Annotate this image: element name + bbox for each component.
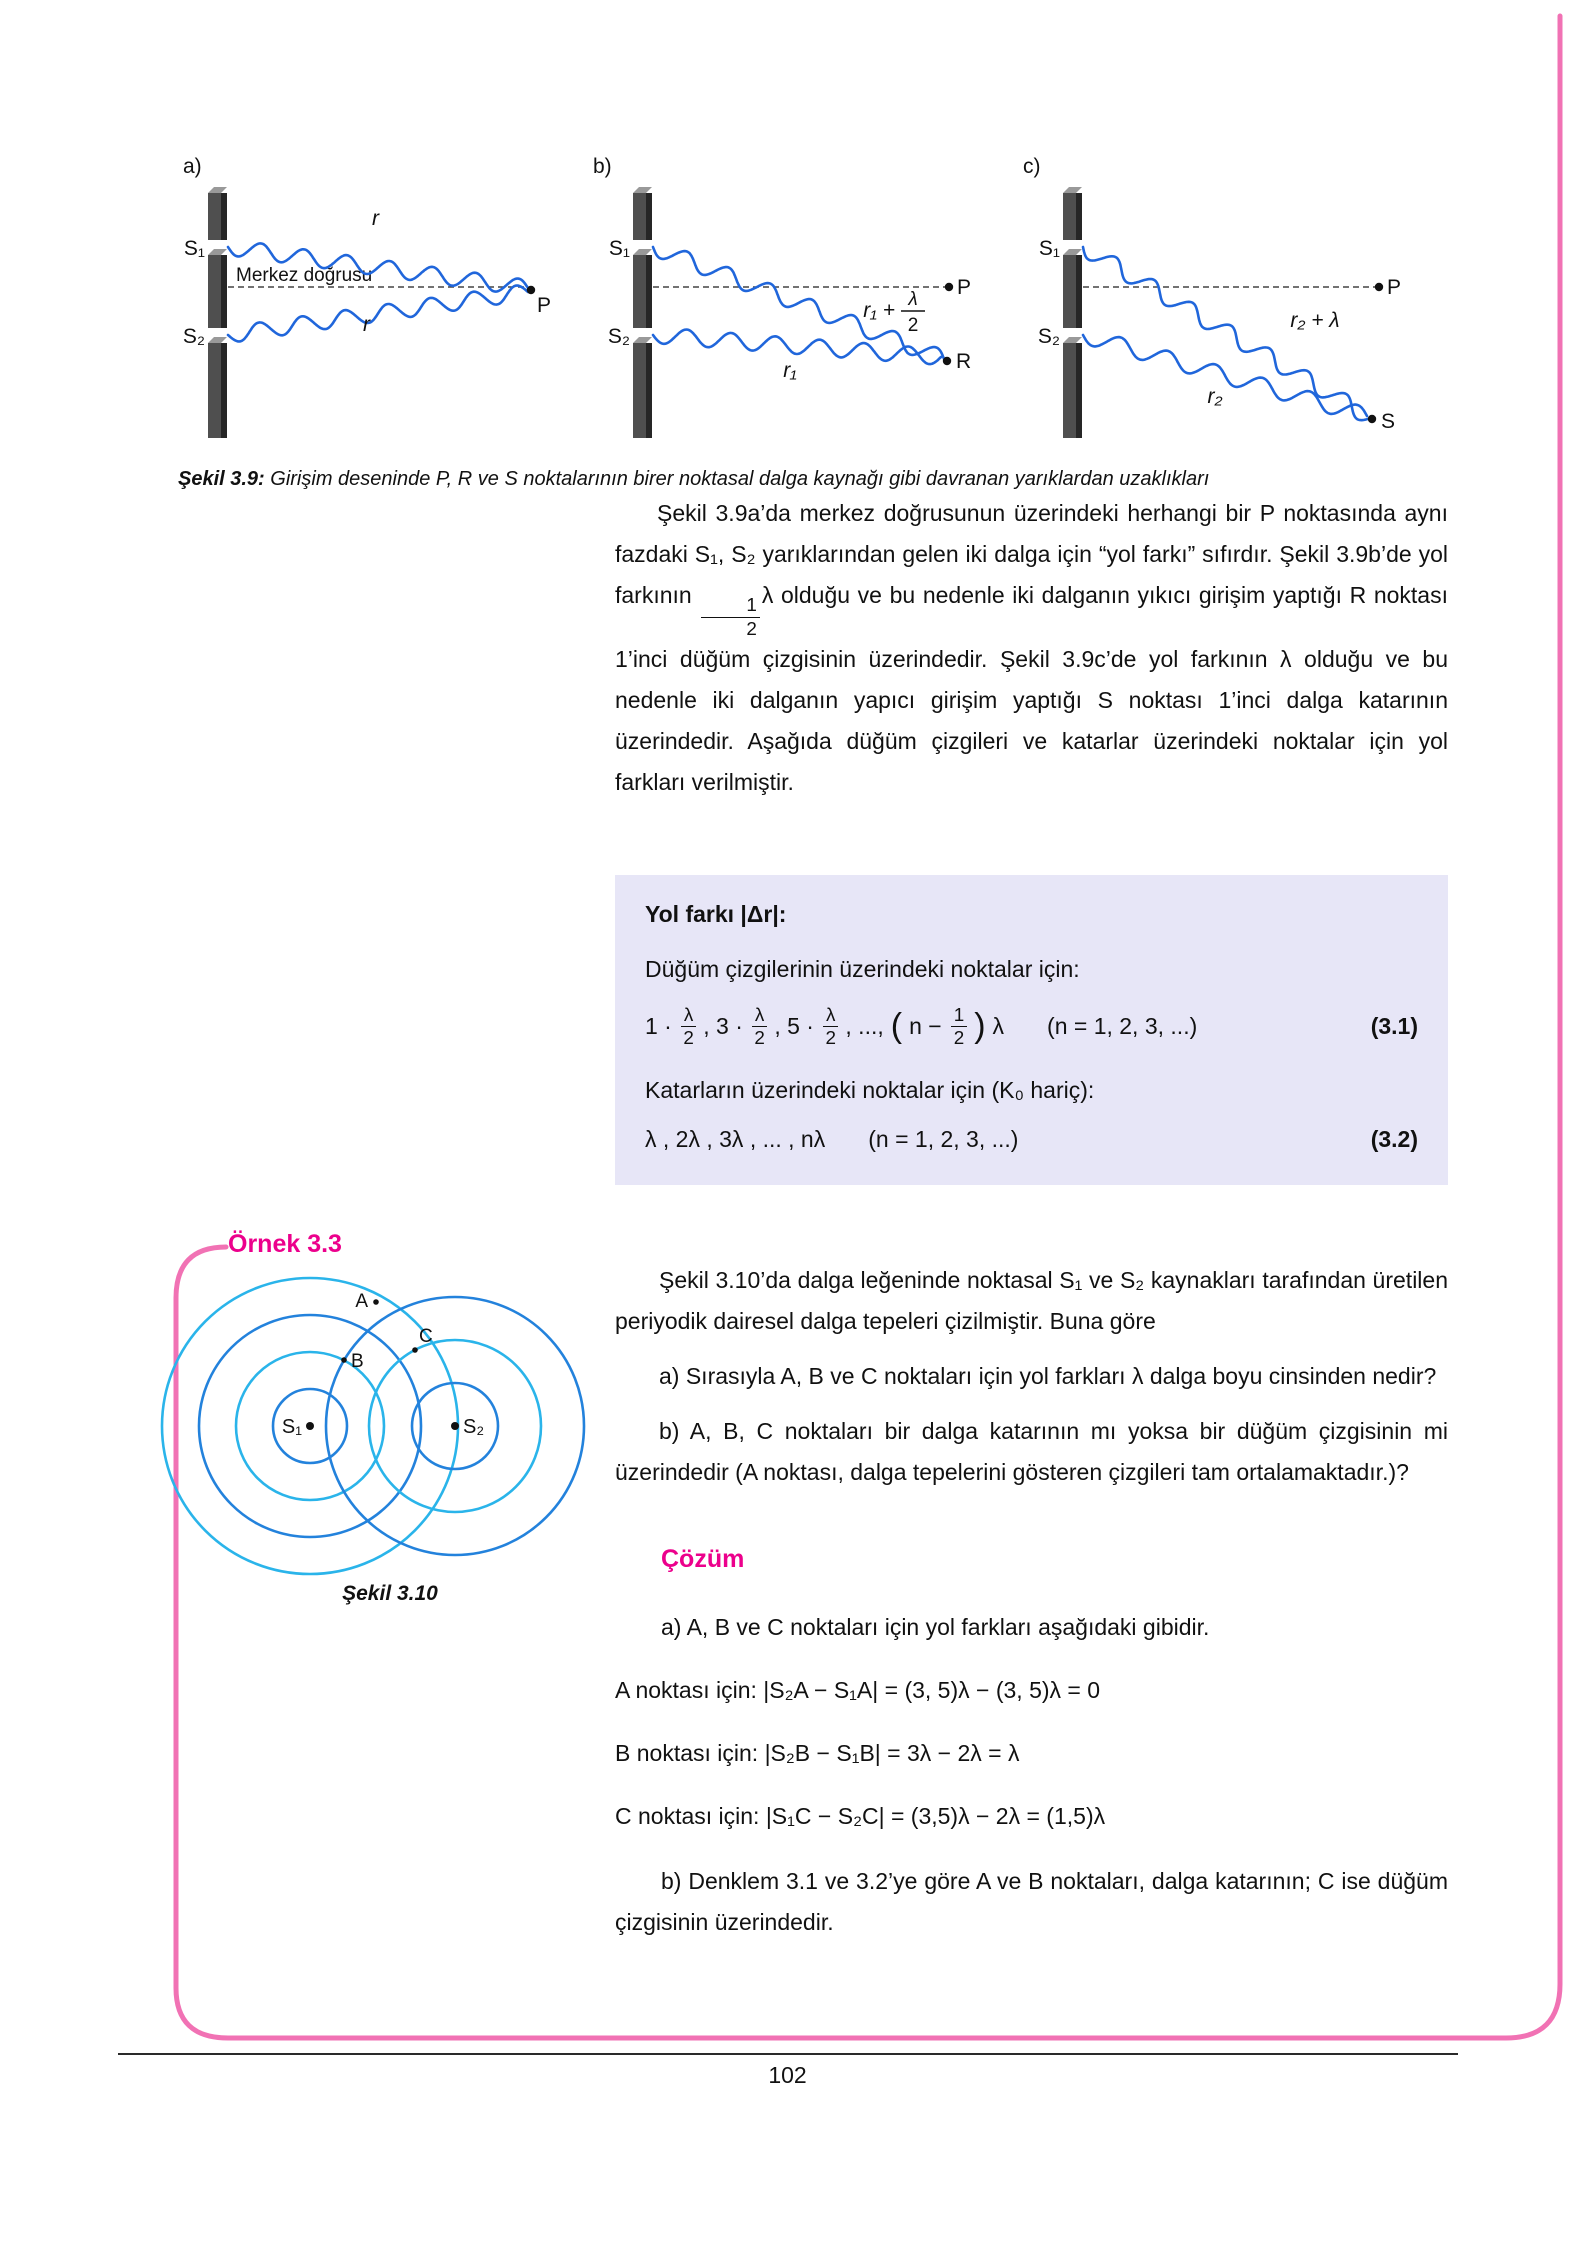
question-a: a) Sırasıyla A, B ve C noktaları için yol farkları λ dalga boyu cinsinden nedir? [659,1362,1437,1389]
question-b: b) A, B, C noktaları bir dalga katarının mı yoksa bir düğüm çizgisinin mi üzerindedir (A noktası, dalga tepelerini gösteren çizgileri tam ortalamaktadır.)? [615,1417,1448,1485]
s1-label: S₁ [281,1416,302,1438]
wave-s2-p-a [228,286,528,342]
s2-label: S₂ [463,1416,485,1438]
point-p-a [527,286,535,294]
p-label-c: P [1387,276,1402,299]
solution-intro: a) A, B ve C noktaları için yol farkları aşağıdaki gibidir. [661,1614,1210,1641]
point-c-dot [412,1347,418,1353]
lambda-half-fraction: $\frac{\lambda}{2}$ [752,1005,767,1049]
r1-plus-half-lambda-label [863,289,925,336]
p-label-b: P [957,276,972,299]
r-bottom-label-a: r [363,313,370,336]
lambda-half-fraction: $\frac{\lambda}{2}$ [681,1005,696,1049]
point-b-label: B [351,1351,364,1372]
figure-3-9 [100,135,1520,465]
r2-label-c: r₂ [1207,385,1223,408]
s2-source-dot [451,1422,459,1430]
barrier-c [1063,187,1082,438]
box-title: Yol farkı |Δr|: [645,901,787,927]
s1-source-dot [306,1422,314,1430]
one-half-fraction: $\frac{1}{2}$ [951,1005,968,1049]
panel-c-label: c) [1023,155,1041,178]
r1-label-b: r₁ [783,359,797,382]
solution-line-c: C noktası için: |S₁C − S₂C| = (3,5)λ − 2λ = (1,5)λ [615,1803,1106,1829]
equation-number-3-2: (3.2) [1370,1125,1418,1152]
figure-3-10-caption: Şekil 3.10 [342,1582,438,1605]
nodal-lines-text: Düğüm çizgilerinin üzerindeki noktalar için: [645,956,1080,982]
wave-s1-r-b [653,247,944,359]
figure-3-10 [150,1268,630,1588]
intro-paragraph: Şekil 3.9a’da merkez doğrusunun üzerindeki herhangi bir P noktasında aynı fazdaki S₁, S₂ yarıklarından gelen iki dalga için “yol farkı” sıfırdır. Şekil 3.9b’de yol farkının $\frac{1}{2}$ λ olduğu ve bu nedenle iki dalganın yıkıcı girişim yaptığı R noktası 1’inci düğüm çizgisinin üzerindedir. Şekil 3.9c’de yol farkının λ olduğu ve bu nedenle iki dalganın yapıcı girişim yaptığı S noktası 1’inci dalga katarının üzerindedir. Aşağıda düğüm çizgileri ve katarlar üzerindeki noktalar için yol farkları verilmiştir. [615,500,1448,795]
p-label-a: P [537,294,552,317]
footer-rule [118,2053,1458,2055]
s2-label-b: S₂ [607,325,630,348]
example-label: Örnek 3.3 [228,1230,342,1258]
solution-part-b: b) Denklem 3.1 ve 3.2’ye göre A ve B noktaları, dalga katarının; C ise düğüm çizgisinin üzerindedir. [615,1867,1448,1935]
half-fraction: $\frac{1}{2}$ [701,595,760,639]
example-intro: Şekil 3.10’da dalga leğeninde noktasal S₁ ve S₂ kaynakları tarafından üretilen periyodik dairesel dalga tepeleri çizilmiştir. Buna göre [615,1267,1448,1334]
point-p-c [1375,283,1383,291]
equation-3-1: 1 · $\frac{\lambda}{2}$ , 3 · $\frac{\lambda}{2}$ , 5 · $\frac{\lambda}{2}$ , ..., ( n − $\frac{1}{2}$ ) λ (n = 1, 2, 3, ...) (3.1) [645,1004,1418,1049]
point-a-label: A [355,1291,368,1312]
wave-s2-s-c [1083,335,1367,416]
solution-label: Çözüm [661,1544,745,1573]
point-p-b [945,283,953,291]
r-top-label-a: r [372,207,379,230]
solution-line-a: A noktası için: |S₂A − S₁A| = (3, 5)λ − (3, 5)λ = 0 [615,1677,1101,1704]
s-point-label-c: S [1381,410,1396,433]
equation-number-3-1: (3.1) [1370,1013,1418,1040]
svg-text:λ: λ [908,289,918,310]
antinodal-lines-text: Katarların üzerindeki noktalar için (K₀ hariç): [645,1076,1095,1103]
equation-3-2: λ , 2λ , 3λ , ... , nλ (n = 1, 2, 3, ...) (3.2) [645,1125,1418,1152]
point-a-dot [373,1299,379,1305]
s1-label-b: S₁ [608,237,630,260]
figure-3-9-caption [178,468,1468,491]
point-r-b [943,357,951,365]
path-difference-box [615,875,1448,1185]
example-text-column [615,1260,1448,1943]
lambda-half-fraction: $\frac{\lambda}{2}$ [823,1005,838,1049]
panel-a-label: a) [183,155,202,178]
panel-b-label: b) [593,155,612,178]
solution-line-b: B noktası için: |S₂B − S₁B| = 3λ − 2λ = λ [615,1740,1020,1767]
point-b-dot [341,1357,347,1363]
svg-text:2: 2 [907,315,919,336]
wave-s1-s-c [1083,247,1371,420]
point-s-c [1368,415,1376,423]
caption-text: Girişim deseninde P, R ve S noktalarının birer noktasal dalga kaynağı gibi davranan yarıklardan uzaklıkları [264,468,1210,490]
page-number: 102 [768,2062,807,2088]
point-c-label: C [419,1326,433,1347]
merkez-dogrusu-label: Merkez doğrusu [236,265,373,286]
s2-label-a: S₂ [182,325,205,348]
barrier-b [633,187,652,438]
s2-label-c: S₂ [1037,325,1060,348]
s1-label-c: S₁ [1038,237,1060,260]
svg-text:r₁ +: r₁ + [863,299,895,322]
barrier-a [208,187,227,438]
r2-plus-lambda-label: r₂ + λ [1290,309,1340,332]
r-point-label-b: R [956,350,972,373]
caption-label: Şekil 3.9: [178,468,265,490]
s1-label-a: S₁ [183,237,205,260]
